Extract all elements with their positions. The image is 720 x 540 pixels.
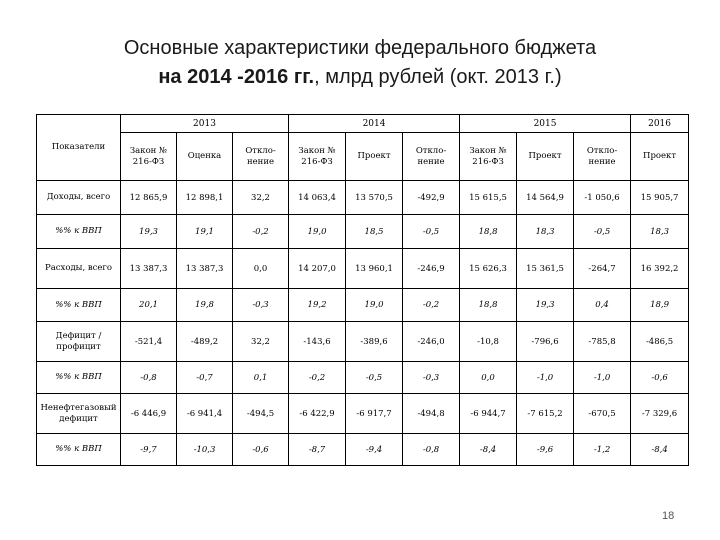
table-cell: -7 329,6 [631,394,689,434]
table-cell: -264,7 [574,249,631,289]
table-cell: 0,4 [574,289,631,322]
table-cell: -0,7 [177,362,233,394]
table-cell: 16 392,2 [631,249,689,289]
table-cell: 18,5 [346,215,403,249]
table-cell: -8,4 [460,434,517,466]
column-header: Откло-нение [574,133,631,181]
table-cell: -8,4 [631,434,689,466]
table-cell: 13 387,3 [177,249,233,289]
table-cell: 18,3 [631,215,689,249]
table-cell: -0,2 [233,215,289,249]
table-cell: 19,1 [177,215,233,249]
row-label: Дефицит / профицит [37,322,121,362]
table-cell: -0,2 [289,362,346,394]
table-cell: 18,3 [517,215,574,249]
year-header-2013: 2013 [121,115,289,133]
table-cell: 12 898,1 [177,181,233,215]
table-cell: 18,8 [460,289,517,322]
table-cell: -246,0 [403,322,460,362]
table-cell: -389,6 [346,322,403,362]
column-header: Проект [517,133,574,181]
table-cell: -1,0 [574,362,631,394]
table-cell: 12 865,9 [121,181,177,215]
table-cell: -0,5 [346,362,403,394]
table-cell: -0,6 [631,362,689,394]
table-cell: -494,8 [403,394,460,434]
table-row [37,434,689,466]
table-cell: 0,0 [460,362,517,394]
table-cell: 15 361,5 [517,249,574,289]
table-cell: -0,3 [403,362,460,394]
table-cell: -0,6 [233,434,289,466]
table-cell: -0,8 [121,362,177,394]
table-cell: 19,3 [517,289,574,322]
table-cell: -8,7 [289,434,346,466]
table-cell: -9,4 [346,434,403,466]
table-cell: -143,6 [289,322,346,362]
row-label: Расходы, всего [37,249,121,289]
row-label: %% к ВВП [37,362,121,394]
row-label: Ненефтегазовый дефицит [37,394,121,434]
table-cell: 19,0 [346,289,403,322]
table-cell: -486,5 [631,322,689,362]
table-row [37,215,689,249]
page-number: 18 [662,510,675,522]
table-row [37,181,689,215]
table-cell: 18,9 [631,289,689,322]
table-cell: 15 615,5 [460,181,517,215]
table-cell: 32,2 [233,322,289,362]
year-header-2015: 2015 [460,115,631,133]
column-header: Закон № 216-ФЗ [121,133,177,181]
table-cell: -0,5 [574,215,631,249]
table-cell: -246,9 [403,249,460,289]
table-row [37,249,689,289]
table-row [37,322,689,362]
table-cell: -1,0 [517,362,574,394]
table-row [37,362,689,394]
table-cell: -1 050,6 [574,181,631,215]
column-header: Откло-нение [233,133,289,181]
table-cell: -492,9 [403,181,460,215]
title-units: , млрд рублей (окт. 2013 г.) [314,66,562,88]
table-cell: -6 422,9 [289,394,346,434]
table-cell: -0,2 [403,289,460,322]
table-cell: -10,3 [177,434,233,466]
table-row [37,289,689,322]
table-cell: 14 564,9 [517,181,574,215]
table-cell: -521,4 [121,322,177,362]
row-label: %% к ВВП [37,434,121,466]
table-cell: -6 944,7 [460,394,517,434]
table-cell: 18,8 [460,215,517,249]
row-label: %% к ВВП [37,215,121,249]
indicator-header: Показатели [37,115,121,181]
table-cell: -9,6 [517,434,574,466]
table-cell: 13 960,1 [346,249,403,289]
table-cell: -10,8 [460,322,517,362]
table-cell: 19,3 [121,215,177,249]
table-cell: -0,5 [403,215,460,249]
row-label: %% к ВВП [37,289,121,322]
table-cell: 15 905,7 [631,181,689,215]
column-header: Проект [346,133,403,181]
table-cell: 20,1 [121,289,177,322]
table-cell: -489,2 [177,322,233,362]
table-cell: -1,2 [574,434,631,466]
year-header-row [37,115,689,133]
table-cell: -0,8 [403,434,460,466]
table-cell: -7 615,2 [517,394,574,434]
table-cell: -494,5 [233,394,289,434]
table-body [37,181,689,466]
column-header: Закон № 216-ФЗ [460,133,517,181]
title-line-1: Основные характеристики федерального бюджета [123,37,597,59]
table-cell: 0,0 [233,249,289,289]
table-cell: 0,1 [233,362,289,394]
table-cell: -6 446,9 [121,394,177,434]
table-cell: 19,8 [177,289,233,322]
column-header: Проект [631,133,689,181]
table-cell: -0,3 [233,289,289,322]
column-header-row [37,133,689,181]
table-cell: -785,8 [574,322,631,362]
title-line-2 [0,63,720,92]
column-header: Закон № 216-ФЗ [289,133,346,181]
slide-title [0,34,720,92]
table-cell: 13 387,3 [121,249,177,289]
year-header-2016: 2016 [631,115,689,133]
table-cell: 19,0 [289,215,346,249]
year-header-2014: 2014 [289,115,460,133]
table-cell: 13 570,5 [346,181,403,215]
table-cell: -670,5 [574,394,631,434]
budget-table [36,114,689,466]
table-cell: -6 941,4 [177,394,233,434]
column-header: Оценка [177,133,233,181]
table-cell: -796,6 [517,322,574,362]
row-label: Доходы, всего [37,181,121,215]
table-cell: 14 207,0 [289,249,346,289]
table-cell: 32,2 [233,181,289,215]
table-cell: 14 063,4 [289,181,346,215]
column-header: Откло-нение [403,133,460,181]
title-period: на 2014 -2016 гг. [158,66,315,88]
table-cell: -9,7 [121,434,177,466]
table-row [37,394,689,434]
table-cell: 15 626,3 [460,249,517,289]
table-cell: 19,2 [289,289,346,322]
table-cell: -6 917,7 [346,394,403,434]
